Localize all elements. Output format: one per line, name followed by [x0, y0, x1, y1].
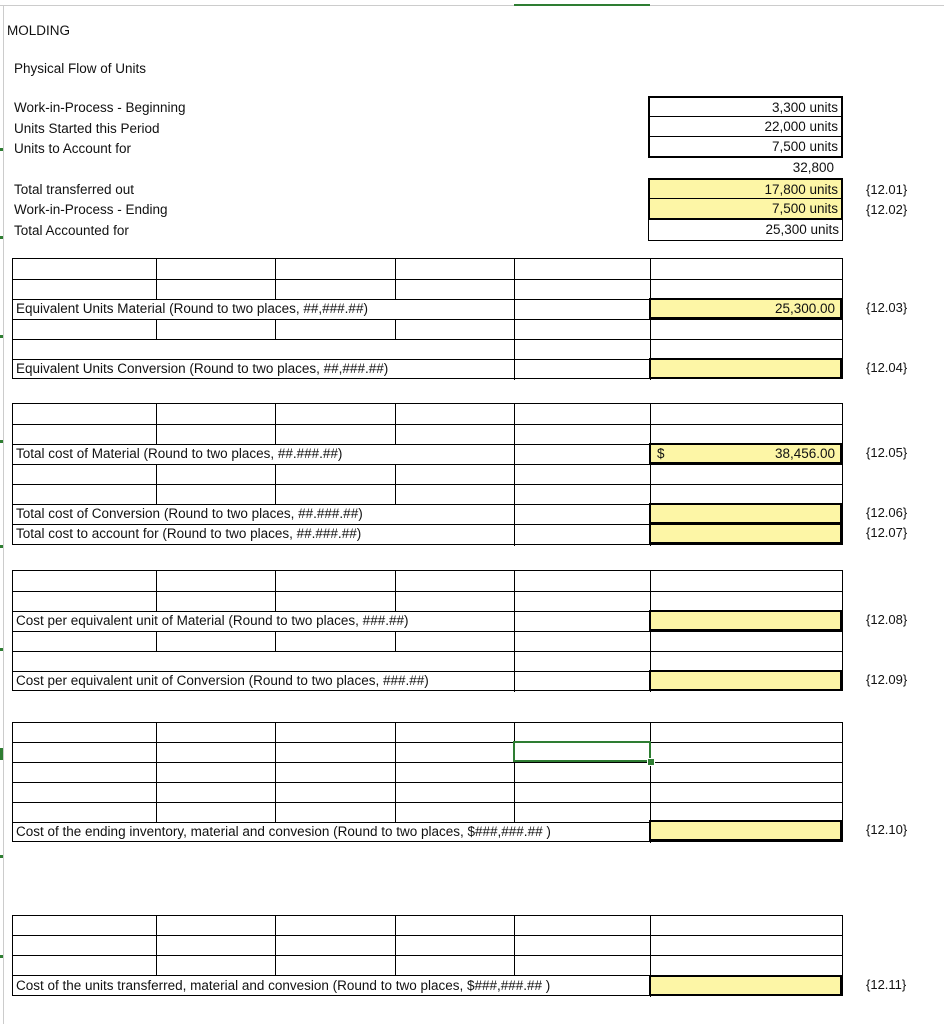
unit-cost-material-input[interactable]: [649, 610, 842, 631]
grid-line: [514, 404, 515, 546]
grid-line: [156, 464, 157, 504]
wip-ending-cell[interactable]: 7,500 units: [648, 199, 843, 220]
grid-line: [514, 571, 515, 692]
total-cost-material-value: 38,456.00: [774, 446, 835, 461]
total-accounted-label: Total Accounted for: [14, 223, 129, 238]
grid-line: [395, 319, 396, 339]
grid-line: [275, 723, 276, 822]
wip-beginning-label: Work-in-Process - Beginning: [14, 100, 186, 115]
grid-line: [156, 404, 157, 444]
grid-line: [156, 259, 157, 299]
ending-inventory-label: Cost of the ending inventory, material and convesion (Round to two places, $###,###.## ): [16, 824, 551, 839]
grid-line: [13, 424, 842, 425]
sheet-title: MOLDING: [7, 23, 71, 38]
row-tick: [0, 748, 3, 760]
grid-line: [275, 571, 276, 611]
grid-line: [275, 464, 276, 504]
total-cost-account-input[interactable]: [649, 523, 842, 544]
unit-cost-material-label: Cost per equivalent unit of Material (Round to two places, ###.##): [16, 613, 409, 628]
grid-line: [395, 631, 396, 651]
grid-line: [514, 916, 515, 975]
wip-ending-label: Work-in-Process - Ending: [14, 202, 168, 217]
grid-line: [13, 279, 842, 280]
code-unit-cost-material: {12.08}: [866, 612, 908, 627]
sheet-top-border: [0, 5, 944, 6]
total-cost-conversion-input[interactable]: [649, 503, 842, 524]
grid-line: [395, 404, 396, 444]
grid-line: [156, 723, 157, 822]
section-title-physical-flow: Physical Flow of Units: [14, 61, 147, 76]
row-tick: [0, 440, 3, 443]
grid-line: [275, 916, 276, 975]
grid-line: [275, 319, 276, 339]
transferred-input[interactable]: [649, 975, 842, 996]
transferred-out-label: Total transferred out: [14, 182, 135, 197]
code-wip-ending: {12.02}: [866, 202, 908, 217]
code-transferred-out: {12.01}: [866, 182, 908, 197]
code-total-cost-material: {12.05}: [866, 445, 908, 460]
ending-inventory-input[interactable]: [649, 820, 842, 841]
equivalent-units-material-label: Equivalent Units Material (Round to two places, ##,###.##): [16, 301, 368, 316]
transferred-out-cell[interactable]: 17,800 units: [648, 178, 843, 199]
row-tick: [0, 955, 3, 958]
unit-cost-conversion-input[interactable]: [649, 670, 842, 691]
active-column-indicator: [514, 4, 650, 6]
code-unit-cost-conversion: {12.09}: [866, 672, 908, 687]
code-ending-inventory: {12.10}: [866, 822, 908, 837]
row-tick: [0, 236, 3, 239]
grid-line: [13, 782, 842, 783]
units-started-cell[interactable]: 22,000 units: [648, 117, 843, 137]
grid-line: [275, 631, 276, 651]
row-tick: [0, 545, 3, 548]
code-total-cost-account: {12.07}: [866, 525, 908, 540]
grid-line: [13, 651, 842, 652]
grid-line: [13, 955, 842, 956]
units-to-account-label: Units to Account for: [14, 141, 132, 156]
subtotal-cell[interactable]: 32,800: [792, 160, 834, 175]
fill-handle[interactable]: [647, 758, 655, 766]
unit-cost-conversion-label: Cost per equivalent unit of Conversion (Round to two places, ###.##): [16, 673, 429, 688]
grid-line: [156, 631, 157, 651]
grid-line: [514, 259, 515, 380]
grid-line: [514, 723, 515, 822]
grid-line: [395, 916, 396, 975]
code-total-cost-conversion: {12.06}: [866, 505, 908, 520]
total-cost-material-label: Total cost of Material (Round to two places, ##.###.##): [16, 446, 343, 461]
row-tick: [0, 148, 3, 151]
code-transferred: {12.11}: [866, 977, 907, 992]
equivalent-units-conversion-input[interactable]: [649, 358, 842, 379]
row-tick: [0, 335, 3, 338]
grid-line: [275, 259, 276, 299]
flow-values-column: [648, 96, 843, 241]
wip-beginning-cell[interactable]: 3,300 units: [648, 96, 843, 117]
transferred-label: Cost of the units transferred, material and convesion (Round to two places, $###,###.## ): [16, 978, 551, 993]
grid-line: [156, 916, 157, 975]
total-cost-conversion-label: Total cost of Conversion (Round to two places, ##.###.##): [16, 506, 363, 521]
grid-line: [13, 935, 842, 936]
grid-line: [13, 742, 842, 743]
selected-cell[interactable]: [513, 741, 651, 762]
grid-line: [13, 762, 842, 763]
grid-line: [13, 484, 842, 485]
total-accounted-cell[interactable]: 25,300 units: [648, 220, 843, 241]
currency-symbol: $: [657, 446, 665, 461]
equivalent-units-material-input[interactable]: 25,300.00: [649, 298, 842, 319]
left-grid-border: [3, 5, 4, 1024]
grid-line: [275, 404, 276, 444]
row-tick: [0, 855, 3, 858]
grid-line: [395, 723, 396, 822]
total-cost-material-input[interactable]: [649, 443, 842, 464]
grid-line: [13, 802, 842, 803]
total-cost-account-label: Total cost to account for (Round to two places, ##.###.##): [16, 526, 362, 541]
grid-line: [13, 631, 842, 632]
grid-line: [13, 339, 842, 340]
code-equivalent-material: {12.03}: [866, 300, 908, 315]
grid-line: [156, 319, 157, 339]
units-started-label: Units Started this Period: [14, 121, 160, 136]
grid-line: [13, 319, 842, 320]
units-to-account-cell[interactable]: 7,500 units: [648, 137, 843, 158]
grid-line: [156, 571, 157, 611]
grid-line: [13, 591, 842, 592]
equivalent-units-conversion-label: Equivalent Units Conversion (Round to two places, ##,###.##): [16, 361, 389, 376]
grid-line: [13, 464, 842, 465]
grid-line: [395, 571, 396, 611]
grid-line: [395, 464, 396, 504]
grid-line: [395, 259, 396, 299]
row-tick: [0, 648, 3, 651]
code-equivalent-conversion: {12.04}: [866, 360, 908, 375]
